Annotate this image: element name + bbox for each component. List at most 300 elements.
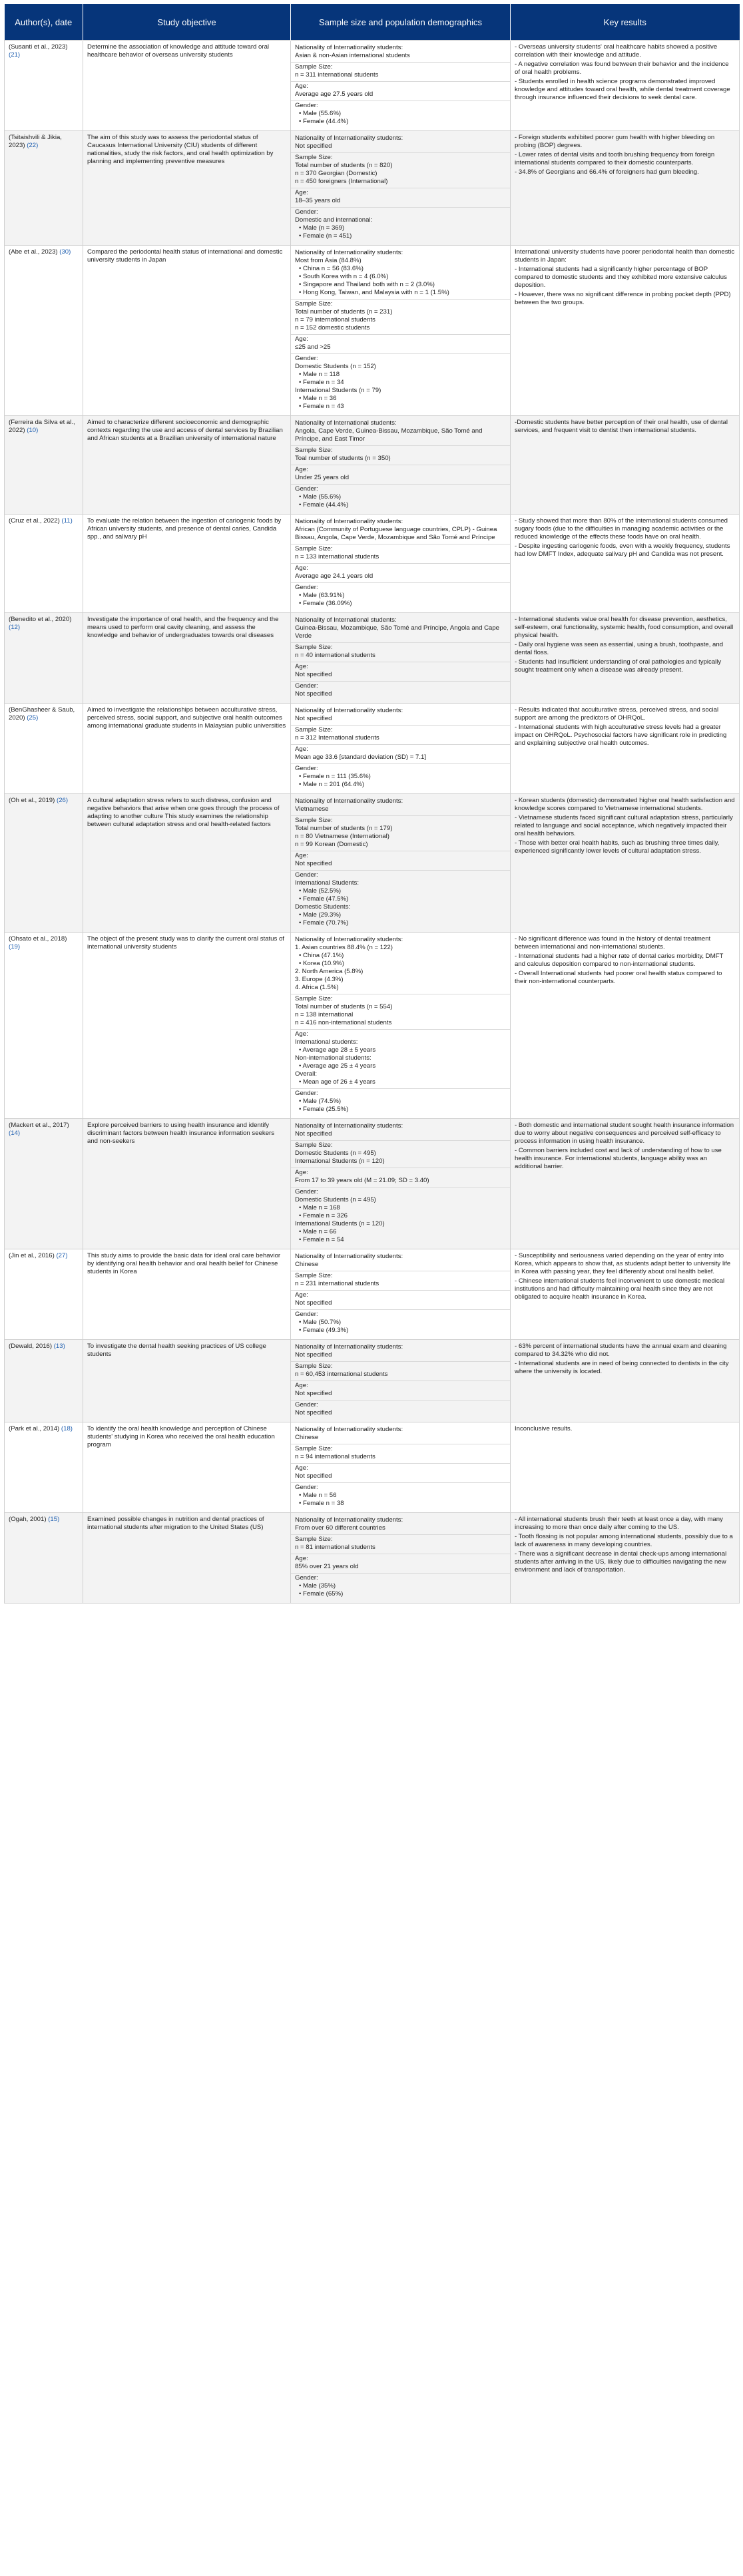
- author-cell: [5, 41, 83, 131]
- segment-line: • Female (70.7%): [299, 919, 349, 927]
- demographic-segment: [291, 643, 510, 662]
- segment-title: Gender:: [295, 1090, 318, 1097]
- demographic-segment: [291, 1444, 510, 1464]
- demographic-segment: [291, 1141, 510, 1168]
- segment-line: n = 416 non-international students: [295, 1019, 392, 1026]
- objective-cell: A cultural adaptation stress refers to such distress, confusion and negative behaviors that arise when one goes through the process of adapting to another culture This study examines the relationship between cultural adaptation stress and oral health-related factors: [83, 794, 291, 933]
- segment-title: Nationality of International students:: [295, 419, 397, 427]
- author-cell: [5, 794, 83, 933]
- segment-line: Total number of students (n = 820): [295, 162, 393, 169]
- demographic-segment: [291, 1554, 510, 1574]
- segment-title: Nationality of Internationality students:: [295, 134, 403, 142]
- segment-line: • China (47.1%): [299, 952, 344, 959]
- results-cell: [511, 131, 740, 246]
- segment-line: 4. Africa (1.5%): [295, 984, 339, 991]
- segment-title: Age:: [295, 663, 308, 670]
- demographic-segment: [291, 1535, 510, 1554]
- table-row: [5, 416, 740, 515]
- segment-line: • Female (49.3%): [299, 1327, 349, 1334]
- reference-link[interactable]: (11): [61, 517, 73, 525]
- demographic-segment: [291, 208, 510, 242]
- segment-title: Age:: [295, 746, 308, 753]
- table-row: [5, 1513, 740, 1604]
- segment-line: Domestic Students (n = 152): [295, 363, 376, 370]
- segment-title: Sample Size:: [295, 154, 333, 161]
- segment-title: Gender:: [295, 1401, 318, 1408]
- segment-title: Sample Size:: [295, 1536, 333, 1543]
- segment-line: • Female n = 111 (35.6%): [299, 773, 371, 780]
- segment-line: • Female (65%): [299, 1590, 344, 1598]
- segment-line: • Male n = 201 (64.4%): [299, 781, 365, 788]
- segment-line: • Female n = 38: [299, 1500, 344, 1507]
- segment-title: Gender:: [295, 871, 318, 879]
- author-text: (Mackert et al., 2017): [9, 1122, 69, 1129]
- demographic-segment: [291, 1464, 510, 1483]
- segment-line: 18–35 years old: [295, 197, 341, 204]
- segment-line: • Female (n = 451): [299, 232, 352, 240]
- segment-line: Angola, Cape Verde, Guinea-Bissau, Mozambique, São Tomé and Príncipe, and East Timor: [295, 427, 483, 443]
- demographic-segment: [291, 300, 510, 335]
- demographic-segment: [291, 706, 510, 726]
- segment-line: • Female n = 54: [299, 1236, 344, 1243]
- demographic-segment: [291, 517, 510, 544]
- segment-title: Age:: [295, 466, 308, 473]
- segment-line: • Female n = 326: [299, 1212, 348, 1219]
- segment-title: Age:: [295, 1382, 308, 1389]
- author-text: (Park et al., 2014): [9, 1425, 61, 1432]
- segment-line: Not specified: [295, 1472, 332, 1480]
- demographic-segment: [291, 1122, 510, 1141]
- segment-title: Age:: [295, 1555, 308, 1562]
- result-item: - No significant difference was found in the history of dental treatment between international and non-international students.: [515, 935, 711, 951]
- result-item: - Despite ingesting cariogenic foods, even with a weekly frequency, students had low DMFT Index, adequate salivary pH and Candida was not present.: [515, 542, 730, 558]
- segment-line: 85% over 21 years old: [295, 1563, 359, 1570]
- reference-link[interactable]: (22): [27, 142, 39, 149]
- table-row: [5, 613, 740, 704]
- result-item: - Daily oral hygiene was seen as essential, using a brush, toothpaste, and dental floss.: [515, 641, 724, 656]
- author-text: (Benedito et al., 2020): [9, 616, 72, 623]
- table-row: [5, 131, 740, 246]
- segment-title: Nationality of Internationality students:: [295, 707, 403, 714]
- reference-link[interactable]: (10): [27, 427, 39, 434]
- segment-line: Not specified: [295, 860, 332, 867]
- segment-line: n = 450 foreigners (International): [295, 178, 388, 185]
- segment-title: Gender:: [295, 584, 318, 591]
- demographics-cell: [291, 1340, 511, 1422]
- author-cell: [5, 704, 83, 794]
- segment-line: Not specified: [295, 671, 332, 678]
- reference-link[interactable]: (27): [56, 1252, 68, 1259]
- segment-line: • Male (50.7%): [299, 1319, 342, 1326]
- result-item: - Results indicated that acculturative stress, perceived stress, and social support are among the predictors of OHRQoL.: [515, 706, 719, 722]
- segment-title: Gender:: [295, 1574, 318, 1582]
- demographic-segment: [291, 248, 510, 300]
- segment-line: Total number of students (n = 179): [295, 825, 393, 832]
- segment-line: International students:: [295, 1038, 358, 1046]
- demographic-segment: [291, 354, 510, 413]
- reference-link[interactable]: (30): [59, 248, 71, 256]
- demographic-segment: [291, 419, 510, 446]
- segment-line: From over 60 different countries: [295, 1524, 385, 1532]
- demographics-cell: [291, 613, 511, 704]
- segment-title: Nationality of Internationality students:: [295, 936, 403, 943]
- segment-line: n = 94 international students: [295, 1453, 375, 1460]
- demographic-segment: [291, 101, 510, 128]
- reference-link[interactable]: (19): [9, 943, 21, 951]
- segment-line: International Students:: [295, 879, 360, 887]
- author-cell: [5, 515, 83, 613]
- author-text: (Ogah, 2001): [9, 1516, 49, 1523]
- segment-line: n = 40 international students: [295, 652, 375, 659]
- segment-line: • Female (44.4%): [299, 501, 349, 509]
- segment-line: n = 311 international students: [295, 71, 379, 79]
- reference-link[interactable]: (12): [9, 624, 21, 631]
- segment-title: Sample Size:: [295, 644, 333, 651]
- segment-line: • Female (44.4%): [299, 118, 349, 125]
- segment-line: African (Community of Portuguese language countries, CPLP) - Guinea Bissau, Angola, Cape Verde, Mozambique and São Tomé and Príncipe: [295, 526, 497, 541]
- demographic-segment: [291, 335, 510, 354]
- segment-line: • Male (35%): [299, 1582, 336, 1590]
- results-cell: [511, 246, 740, 416]
- segment-line: • China n = 56 (83.6%): [299, 265, 364, 272]
- objective-cell: This study aims to provide the basic data for ideal oral care behavior by identifying oral health behavior and oral health belief for Chinese students in Korea: [83, 1249, 291, 1340]
- segment-line: • Average age 25 ± 4 years: [299, 1062, 376, 1070]
- demographic-segment: [291, 43, 510, 63]
- result-item: - Both domestic and international student sought health insurance information due to worry about negative consequences and perceived self-efficacy to process information in using health insurance.: [515, 1122, 734, 1145]
- demographic-segment: [291, 188, 510, 208]
- objective-cell: To investigate the dental health seeking practices of US college students: [83, 1340, 291, 1422]
- segment-line: • Male (74.5%): [299, 1098, 342, 1105]
- objective-cell: To identify the oral health knowledge and perception of Chinese students' studying in Korea who received the oral health education program: [83, 1422, 291, 1513]
- segment-line: n = 81 international students: [295, 1544, 375, 1551]
- reference-link[interactable]: (21): [9, 51, 21, 59]
- demographics-cell: [291, 246, 511, 416]
- demographics-cell: [291, 794, 511, 933]
- segment-line: 2. North America (5.8%): [295, 968, 364, 975]
- results-cell: [511, 1422, 740, 1513]
- segment-line: Most from Asia (84.8%): [295, 257, 362, 264]
- segment-title: Age:: [295, 335, 308, 343]
- segment-title: Nationality of Internationality students:: [295, 249, 403, 256]
- author-text: (Susanti et al., 2023): [9, 43, 68, 51]
- author-cell: [5, 933, 83, 1119]
- demographic-segment: [291, 134, 510, 153]
- demographic-segment: [291, 1362, 510, 1381]
- segment-line: n = 312 International students: [295, 734, 379, 742]
- author-cell: [5, 1249, 83, 1340]
- demographics-cell: [291, 1249, 511, 1340]
- demographic-segment: [291, 816, 510, 851]
- segment-line: ≤25 and >25: [295, 343, 331, 351]
- segment-line: Chinese: [295, 1434, 319, 1441]
- segment-line: • Singapore and Thailand both with n = 2 (3.0%): [299, 281, 435, 288]
- segment-line: Vietnamese: [295, 805, 329, 813]
- author-cell: [5, 1422, 83, 1513]
- objective-cell: The aim of this study was to assess the periodontal status of Caucasus International University (CIU) students of different nationalities, study the risk factors, and oral health optimization by planning and implementing preventive measures: [83, 131, 291, 246]
- table-row: [5, 1422, 740, 1513]
- result-item: - International students with high acculturative stress levels had a greater impact on OHRQoL. Psychosocial factors have significant role in predicting and explaining subjective oral health outcomes.: [515, 724, 727, 747]
- result-item: - All international students brush their teeth at least once a day, with many increasing to more than once daily after coming to the US.: [515, 1516, 723, 1531]
- demographic-segment: [291, 1168, 510, 1187]
- segment-line: 1. Asian countries 88.4% (n = 122): [295, 944, 393, 951]
- segment-title: Sample Size:: [295, 545, 333, 552]
- segment-line: Non-international students:: [295, 1054, 372, 1062]
- segment-line: Mean age 33.6 [standard deviation (SD) = 7.1]: [295, 753, 427, 761]
- segment-line: Guinea-Bissau, Mozambique, São Tomé and Príncipe, Angola and Cape Verde: [295, 624, 500, 640]
- demographic-segment: [291, 1271, 510, 1291]
- segment-line: n = 99 Korean (Domestic): [295, 841, 368, 848]
- author-text: (Ohsato et al., 2018): [9, 935, 67, 943]
- result-item: - Chinese international students feel inconvenient to use domestic medical institutions and had difficulty maintaining oral health since they are not obligated to acquire health insurance in Korea.: [515, 1277, 725, 1301]
- author-text: (Abe et al., 2023): [9, 248, 60, 256]
- demographic-segment: [291, 485, 510, 511]
- table-row: [5, 246, 740, 416]
- segment-line: • Female (36.09%): [299, 600, 352, 607]
- segment-title: Nationality of Internationality students:: [295, 1122, 403, 1130]
- demographic-segment: [291, 1030, 510, 1089]
- result-item: - Overseas university students' oral healthcare habits showed a positive correlation with their knowledge and attitude.: [515, 43, 718, 59]
- segment-line: Under 25 years old: [295, 474, 350, 481]
- demographic-segment: [291, 1343, 510, 1362]
- segment-line: • Average age 28 ± 5 years: [299, 1046, 376, 1054]
- result-item: - Tooth flossing is not popular among international students, possibly due to a lack of awareness in many developing countries.: [515, 1533, 733, 1548]
- result-item: International university students have poorer periodontal health than domestic students in Japan:: [515, 248, 735, 264]
- segment-title: Sample Size:: [295, 1272, 333, 1279]
- reference-link[interactable]: (14): [9, 1130, 21, 1137]
- segment-title: Age:: [295, 1169, 308, 1176]
- author-text: (Tsitaishvili & Jikia, 2023): [9, 134, 62, 149]
- result-item: - A negative correlation was found between their behavior and the incidence of oral health problems.: [515, 61, 729, 76]
- segment-title: Nationality of Internationality students:: [295, 44, 403, 51]
- demographic-segment: [291, 544, 510, 564]
- segment-line: • Male (n = 369): [299, 224, 345, 232]
- segment-title: Nationality of Internationality students:: [295, 1343, 403, 1351]
- segment-title: Nationality of Internationality students:: [295, 1516, 403, 1524]
- demographic-segment: [291, 764, 510, 791]
- result-item: - Common barriers included cost and lack of understanding of how to use health insurance. For international students, language ability was an additional barrier.: [515, 1147, 722, 1170]
- result-item: - Students had insufficient understanding of oral pathologies and typically sought treatment only when a disease was already present.: [515, 658, 722, 674]
- author-cell: [5, 131, 83, 246]
- result-item: - International students had a higher rate of dental caries morbidity, DMFT and calculus deposition compared to non-international students.: [515, 953, 724, 968]
- segment-line: Domestic Students:: [295, 903, 351, 911]
- segment-title: Age:: [295, 1030, 308, 1038]
- demographic-segment: [291, 935, 510, 994]
- demographic-segment: [291, 1574, 510, 1600]
- segment-line: n = 138 international: [295, 1011, 354, 1018]
- segment-line: • Male (55.6%): [299, 493, 342, 501]
- objective-cell: Aimed to characterize different socioeconomic and demographic contexts regarding the use and access of dental services by Brazilian and African students at a Brazilian university of international nature: [83, 416, 291, 515]
- segment-line: n = 80 Vietnamese (International): [295, 833, 389, 840]
- segment-title: Gender:: [295, 765, 318, 772]
- author-cell: [5, 246, 83, 416]
- segment-title: Sample Size:: [295, 1445, 333, 1452]
- reference-link[interactable]: (15): [48, 1516, 60, 1523]
- results-cell: [511, 704, 740, 794]
- segment-line: • South Korea with n = 4 (6.0%): [299, 273, 389, 280]
- demographics-cell: [291, 41, 511, 131]
- author-text: (Jin et al., 2016): [9, 1252, 57, 1259]
- author-cell: [5, 1340, 83, 1422]
- segment-line: • Male (63.91%): [299, 592, 345, 599]
- results-cell: [511, 794, 740, 933]
- objective-cell: Examined possible changes in nutrition and dental practices of international students after migration to the United States (US): [83, 1513, 291, 1604]
- demographic-segment: [291, 851, 510, 871]
- author-text: (Oh et al., 2019): [9, 797, 57, 804]
- demographic-segment: [291, 465, 510, 485]
- objective-cell: Compared the periodontal health status of international and domestic university students in Japan: [83, 246, 291, 416]
- segment-title: Sample Size:: [295, 1363, 333, 1370]
- table-row: [5, 704, 740, 794]
- segment-title: Age:: [295, 83, 308, 90]
- segment-line: Not specified: [295, 1409, 332, 1416]
- table-row: [5, 515, 740, 613]
- result-item: - Students enrolled in health science programs demonstrated improved knowledge and attitudes toward oral health, while dental treatment coverage through insurance influenced their decisions to seek dental care.: [515, 78, 730, 101]
- segment-title: Sample Size:: [295, 995, 333, 1002]
- demographics-cell: [291, 1513, 511, 1604]
- segment-title: Nationality of Internationality students:: [295, 518, 403, 525]
- reference-link[interactable]: (25): [27, 714, 39, 722]
- demographics-cell: [291, 515, 511, 613]
- segment-line: • Male n = 66: [299, 1228, 337, 1235]
- result-item: - International students are in need of being connected to dentists in the city where the university is located.: [515, 1360, 729, 1375]
- table-row: [5, 41, 740, 131]
- segment-line: n = 60,453 international students: [295, 1371, 388, 1378]
- segment-line: Chinese: [295, 1261, 319, 1268]
- demographic-segment: [291, 871, 510, 929]
- demographic-segment: [291, 616, 510, 643]
- segment-title: Sample Size:: [295, 300, 333, 308]
- segment-title: Age:: [295, 1291, 308, 1299]
- segment-line: Domestic Students (n = 495): [295, 1150, 376, 1157]
- result-item: - 63% percent of international students have the annual exam and cleaning compared to 34.32% who did not.: [515, 1343, 727, 1358]
- segment-title: Gender:: [295, 485, 318, 493]
- segment-line: Not specified: [295, 142, 332, 150]
- demographic-segment: [291, 63, 510, 82]
- segment-line: n = 370 Georgian (Domestic): [295, 170, 377, 177]
- segment-line: • Male (52.5%): [299, 887, 342, 895]
- segment-line: Not specified: [295, 1130, 332, 1138]
- results-cell: [511, 933, 740, 1119]
- demographic-segment: [291, 726, 510, 745]
- segment-title: Age:: [295, 1464, 308, 1472]
- objective-cell: To evaluate the relation between the ingestion of cariogenic foods by African university students, and presence of dental caries, Candida spp., and salivary pH: [83, 515, 291, 613]
- segment-line: • Male n = 56: [299, 1492, 337, 1499]
- segment-title: Gender:: [295, 1484, 318, 1491]
- segment-title: Sample Size:: [295, 63, 333, 71]
- segment-line: International Students (n = 120): [295, 1158, 385, 1165]
- results-cell: [511, 1340, 740, 1422]
- table-row: [5, 1249, 740, 1340]
- author-text: (Dewald, 2016): [9, 1343, 54, 1350]
- segment-line: International Students (n = 120): [295, 1220, 385, 1227]
- segment-title: Nationality of Internationality students:: [295, 1253, 403, 1260]
- demographic-segment: [291, 82, 510, 101]
- author-text: (BenGhasheer & Saub, 2020): [9, 706, 75, 722]
- demographic-segment: [291, 446, 510, 465]
- segment-title: Sample Size:: [295, 447, 333, 454]
- segment-line: Average age 24.1 years old: [295, 572, 373, 580]
- segment-title: Gender:: [295, 208, 318, 216]
- result-item: - Overall International students had poorer oral health status compared to their non-international counterparts.: [515, 970, 722, 985]
- demographics-cell: [291, 416, 511, 515]
- segment-title: Nationality of International students:: [295, 616, 397, 624]
- segment-line: Not specified: [295, 690, 332, 698]
- result-item: Inconclusive results.: [515, 1425, 573, 1432]
- segment-line: Not specified: [295, 1390, 332, 1397]
- segment-line: From 17 to 39 years old (M = 21.09; SD = 3.40): [295, 1177, 429, 1184]
- demographics-cell: [291, 1422, 511, 1513]
- demographic-segment: [291, 1483, 510, 1510]
- segment-line: n = 133 international students: [295, 553, 379, 560]
- results-cell: [511, 1249, 740, 1340]
- result-item: - However, there was no significant difference in probing pocket depth (PPD) between the two groups.: [515, 291, 731, 306]
- reference-link[interactable]: (18): [61, 1425, 73, 1432]
- segment-line: • Mean age of 26 ± 4 years: [299, 1078, 375, 1086]
- segment-line: • Male n = 168: [299, 1204, 340, 1211]
- results-cell: [511, 1119, 740, 1249]
- segment-line: Domestic Students (n = 495): [295, 1196, 376, 1203]
- segment-line: • Female n = 43: [299, 403, 344, 410]
- objective-cell: Explore perceived barriers to using health insurance and identify discriminant factors between health insurance information seekers and non-seekers: [83, 1119, 291, 1249]
- demographic-segment: [291, 1252, 510, 1271]
- literature-table: [4, 4, 740, 1604]
- segment-title: Gender:: [295, 1311, 318, 1318]
- segment-line: 3. Europe (4.3%): [295, 976, 344, 983]
- segment-title: Nationality of Internationality students:: [295, 797, 403, 805]
- segment-line: • Female n = 34: [299, 379, 344, 386]
- demographics-cell: [291, 131, 511, 246]
- result-item: -Domestic students have better perception of their oral health, use of dental services, and frequent visit to dentist then international students.: [515, 419, 728, 434]
- segment-line: n = 152 domestic students: [295, 324, 370, 331]
- table-row: [5, 794, 740, 933]
- demographic-segment: [291, 745, 510, 764]
- segment-line: Toal number of students (n = 350): [295, 455, 391, 462]
- author-text: (Cruz et al., 2022): [9, 517, 62, 525]
- segment-line: Total number of students (n = 554): [295, 1003, 393, 1010]
- segment-line: • Korea (10.9%): [299, 960, 344, 967]
- result-item: - International students value oral health for disease prevention, aesthetics, self-esteem, oral functionality, systemic health, food consumption, and overall physical health.: [515, 616, 734, 639]
- results-cell: [511, 515, 740, 613]
- segment-title: Gender:: [295, 355, 318, 362]
- result-item: - Lower rates of dental visits and tooth brushing frequency from foreign international students compared to their domestic counterparts.: [515, 151, 715, 166]
- header-objective: Study objective: [83, 4, 291, 41]
- author-cell: [5, 613, 83, 704]
- segment-title: Nationality of Internationality students:: [295, 1426, 403, 1433]
- objective-cell: Investigate the importance of oral health, and the frequency and the means used to perform oral cavity cleaning, and assess the knowledge and behavior of undergraduates towards oral diseases: [83, 613, 291, 704]
- result-item: - There was a significant decrease in dental check-ups among international students after arriving in the US, likely due to difficulties navigating the new environment and lack of transportation.: [515, 1550, 727, 1574]
- demographic-segment: [291, 564, 510, 583]
- segment-line: • Male n = 36: [299, 395, 337, 402]
- demographic-segment: [291, 1425, 510, 1444]
- objective-cell: Determine the association of knowledge and attitude toward oral healthcare behavior of overseas university students: [83, 41, 291, 131]
- segment-line: Not specified: [295, 1351, 332, 1359]
- segment-title: Age:: [295, 564, 308, 572]
- segment-line: • Male (55.6%): [299, 110, 342, 117]
- segment-line: • Female (47.5%): [299, 895, 349, 903]
- demographic-segment: [291, 1291, 510, 1310]
- demographic-segment: [291, 153, 510, 188]
- author-cell: [5, 416, 83, 515]
- demographic-segment: [291, 1310, 510, 1337]
- demographic-segment: [291, 1381, 510, 1400]
- segment-line: Not specified: [295, 1299, 332, 1307]
- results-cell: [511, 1513, 740, 1604]
- reference-link[interactable]: (13): [53, 1343, 65, 1350]
- results-cell: [511, 41, 740, 131]
- reference-link[interactable]: (26): [57, 797, 69, 804]
- table-body: [5, 41, 740, 1604]
- author-cell: [5, 1119, 83, 1249]
